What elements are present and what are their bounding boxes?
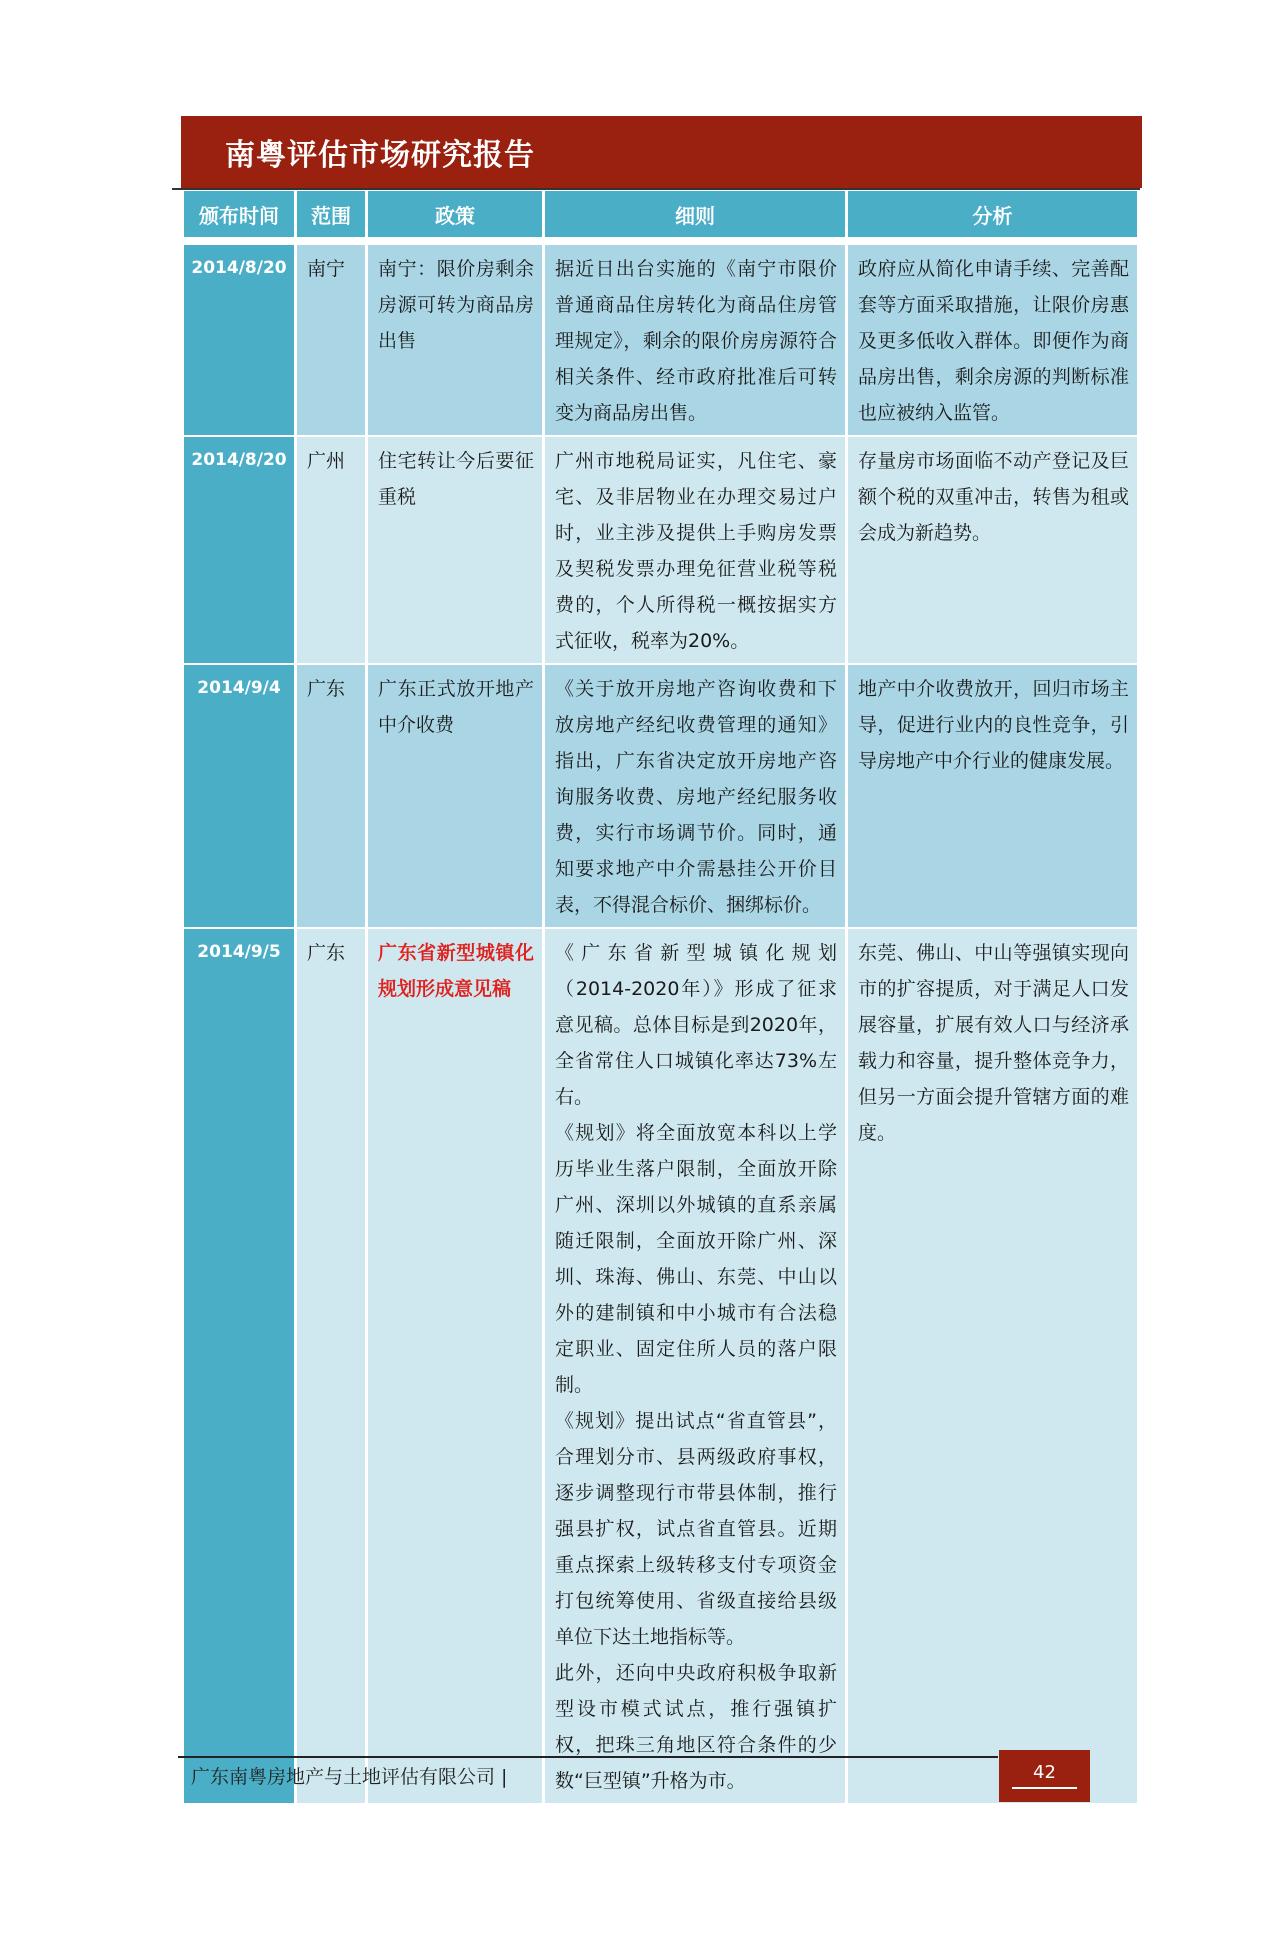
row-date: 2014/8/20 [184, 245, 294, 437]
footer-company: 广东南粤房地产与土地评估有限公司 | [191, 1766, 508, 1788]
row-policy: 住宅转让今后要征重税 [368, 437, 542, 665]
row-scope: 广州 [297, 437, 365, 665]
row-detail: 《关于放开房地产咨询收费和下放房地产经纪收费管理的通知》指出，广东省决定放开房地产咨询服务收费、房地产经纪服务收费，实行市场调节价。同时，通知要求地产中介需悬挂公开价目表，不得混合标价、捆绑标价。 [545, 665, 845, 929]
page-number: 42 [1033, 1762, 1056, 1783]
report-title: 南粤评估市场研究报告 [225, 138, 535, 173]
column-header-date: 颁布时间 [184, 191, 294, 245]
page-number-underline [1012, 1787, 1077, 1789]
detail-paragraph: 《广东省新型城镇化规划（2014-2020年）》形成了征求意见稿。总体目标是到2020年，全省常住人口城镇化率达73%左右。 [555, 942, 837, 1108]
column-header-detail: 细则 [545, 191, 845, 245]
row-scope: 广东 [297, 929, 365, 1805]
row-analysis: 东莞、佛山、中山等强镇实现向市的扩容提质，对于满足人口发展容量，扩展有效人口与经济承载力和容量，提升整体竞争力，但另一方面会提升管辖方面的难度。 [848, 929, 1137, 1805]
detail-paragraph: 《规划》将全面放宽本科以上学历毕业生落户限制，全面放开除广州、深圳以外城镇的直系亲属随迁限制，全面放开除广州、深圳、珠海、佛山、东莞、中山以外的建制镇和中小城市有合法稳定职业、固定住所人员的落户限制。 [555, 1122, 837, 1396]
report-banner [181, 116, 1142, 188]
table-row [184, 245, 1137, 437]
column-header-policy: 政策 [368, 191, 542, 245]
row-analysis: 存量房市场面临不动产登记及巨额个税的双重冲击，转售为租或会成为新趋势。 [848, 437, 1137, 665]
header-divider [172, 188, 1140, 190]
row-scope: 南宁 [297, 245, 365, 437]
footer-divider [178, 1756, 998, 1758]
column-header-scope: 范围 [297, 191, 365, 245]
row-detail: 广州市地税局证实，凡住宅、豪宅、及非居物业在办理交易过户时，业主涉及提供上手购房发票及契税发票办理免征营业税等税费的，个人所得税一概按据实方式征收，税率为20%。 [545, 437, 845, 665]
table-header-row [184, 191, 1137, 245]
row-date: 2014/9/5 [184, 929, 294, 1805]
row-policy: 南宁：限价房剩余房源可转为商品房出售 [368, 245, 542, 437]
row-policy: 广东正式放开地产中介收费 [368, 665, 542, 929]
table-row [184, 929, 1137, 1805]
row-analysis: 政府应从简化申请手续、完善配套等方面采取措施，让限价房惠及更多低收入群体。即便作为商品房出售，剩余房源的判断标准也应被纳入监管。 [848, 245, 1137, 437]
detail-paragraph: 《规划》提出试点“省直管县”，合理划分市、县两级政府事权，逐步调整现行市带县体制，推行强县扩权，试点省直管县。近期重点探索上级转移支付专项资金打包统筹使用、省级直接给县级单位下达土地指标等。 [555, 1410, 837, 1648]
column-header-analysis: 分析 [848, 191, 1137, 245]
table-row [184, 665, 1137, 929]
table-row [184, 437, 1137, 665]
row-date: 2014/9/4 [184, 665, 294, 929]
page-number-box [999, 1750, 1090, 1802]
policy-table [181, 191, 1140, 1805]
detail-paragraph: 此外，还向中央政府积极争取新型设市模式试点，推行强镇扩权，把珠三角地区符合条件的少数“巨型镇”升格为市。 [555, 1662, 837, 1792]
row-scope: 广东 [297, 665, 365, 929]
row-detail: 据近日出台实施的《南宁市限价普通商品住房转化为商品住房管理规定》，剩余的限价房房源符合相关条件、经市政府批准后可转变为商品房出售。 [545, 245, 845, 437]
row-date: 2014/8/20 [184, 437, 294, 665]
highlighted-policy-text: 广东省新型城镇化规划形成意见稿 [378, 942, 534, 1000]
row-detail [545, 929, 845, 1805]
row-policy [368, 929, 542, 1805]
row-analysis: 地产中介收费放开，回归市场主导，促进行业内的良性竞争，引导房地产中介行业的健康发展。 [848, 665, 1137, 929]
